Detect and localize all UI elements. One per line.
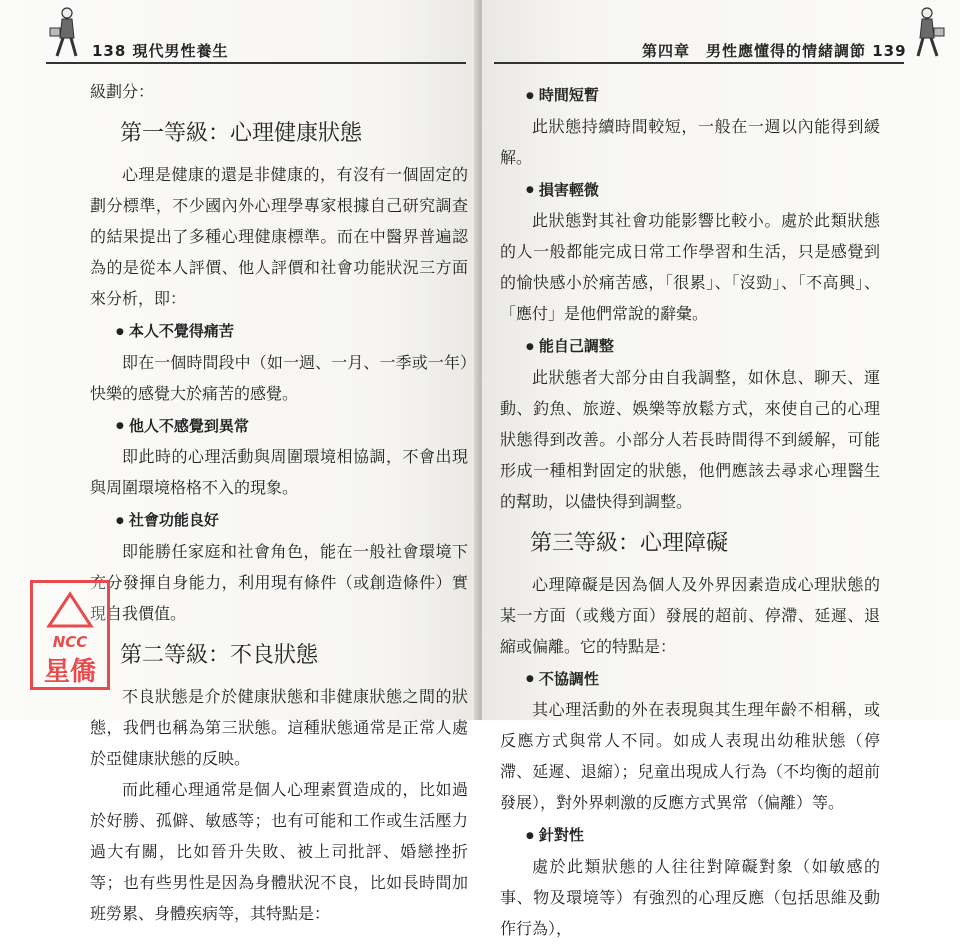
right-page: [482, 0, 960, 938]
section2-paragraph: 不良狀態是介於健康狀態和非健康狀態之間的狀態，我們也稱為第三狀態。這種狀態通常是正常人處於亞健康狀態的反映。: [90, 686, 468, 768]
left-header-rule: [46, 62, 466, 64]
bullet-heading: ● 不協調性: [526, 664, 880, 695]
left-content: [90, 76, 468, 929]
bullet-text: 此狀態持續時間較短，一般在一週以內能得到緩解。: [500, 116, 880, 167]
right-header-rule: [494, 62, 904, 64]
walking-man-illustration: [48, 6, 84, 60]
stamp-name: 星僑: [43, 657, 96, 687]
bullet-heading: ● 針對性: [526, 820, 880, 851]
section2-paragraph: 而此種心理通常是個人心理素質造成的，比如過於好勝、孤僻、敏感等；也有可能和工作或生活壓力過大有關，比如晉升失敗、被上司批評、婚戀挫折等；也有些男性是因為身體狀況不良，比如長時間加班勞累、身體疾病等，其特點是：: [90, 779, 468, 923]
bullet-text: 此狀態對其社會功能影響比較小。處於此類狀態的人一般都能完成日常工作學習和生活，只是感覺到的愉快感小於痛苦感，「很累」、「沒勁」、「不高興」、「應付」是他們常說的辭彙。: [500, 211, 880, 323]
left-continued-line: 級劃分：: [90, 82, 155, 101]
section1-paragraph: 心理是健康的還是非健康的，有沒有一個固定的劃分標準，不少國內外心理學專家根據自己研究調查的結果提出了多種心理健康標準。而在中醫界普遍認為的是從本人評價、他人評價和社會功能狀況三方面來分析，即：: [90, 165, 468, 308]
section2-title: 第二等級：不良狀態: [120, 642, 319, 668]
bullet-heading: ● 損害輕微: [526, 175, 880, 206]
triangle-logo-icon: [46, 591, 94, 629]
left-running-head: 138 現代男性養生: [92, 42, 229, 60]
bullet-text: 處於此類狀態的人往往對障礙對象（如敏感的事、物及環境等）有強烈的心理反應（包括思維及動作行為），: [500, 856, 880, 938]
bullet-heading: ● 他人不感覺到異常: [116, 411, 468, 442]
stamp-brand: NCC: [52, 633, 88, 651]
section1-title: 第一等級：心理健康狀態: [120, 121, 363, 146]
bullet-heading: ● 能自己調整: [526, 331, 880, 362]
ncc-stamp-logo: [30, 580, 110, 690]
right-content: [500, 78, 880, 944]
bullet-text: 即在一個時間段中（如一週、一月、一季或一年）快樂的感覺大於痛苦的感覺。: [90, 352, 468, 403]
bullet-text: 即能勝任家庭和社會角色，能在一般社會環境下充分發揮自身能力，利用現有條件（或創造條件）實現自我價值。: [90, 541, 468, 623]
right-running-head: 第四章 男性應懂得的情緒調節 139: [642, 42, 907, 60]
bullet-heading: ● 本人不覺得痛苦: [116, 316, 468, 347]
bullet-text: 其心理活動的外在表現與其生理年齡不相稱，或反應方式與常人不同。如成人表現出幼稚狀態（停滯、延遲、退縮）；兒童出現成人行為（不均衡的超前發展），對外界刺激的反應方式異常（偏離）等。: [500, 700, 880, 812]
bullet-text: 此狀態者大部分由自我調整，如休息、聊天、運動、釣魚、旅遊、娛樂等放鬆方式，來使自己的心理狀態得到改善。小部分人若長時間得不到緩解，可能形成一種相對固定的狀態，他們應該去尋求心理醫生的幫助，以儘快得到調整。: [500, 367, 880, 511]
section3-paragraph: 心理障礙是因為個人及外界因素造成心理狀態的某一方面（或幾方面）發展的超前、停滯、延遲、退縮或偏離。它的特點是：: [500, 574, 880, 656]
bullet-heading: ● 時間短暫: [526, 80, 880, 111]
bullet-text: 即此時的心理活動與周圍環境相協調，不會出現與周圍環境格格不入的現象。: [90, 447, 468, 497]
section3-title: 第三等級：心理障礙: [530, 530, 729, 556]
walking-man-illustration: [910, 6, 946, 60]
bullet-heading: ● 社會功能良好: [116, 505, 468, 536]
